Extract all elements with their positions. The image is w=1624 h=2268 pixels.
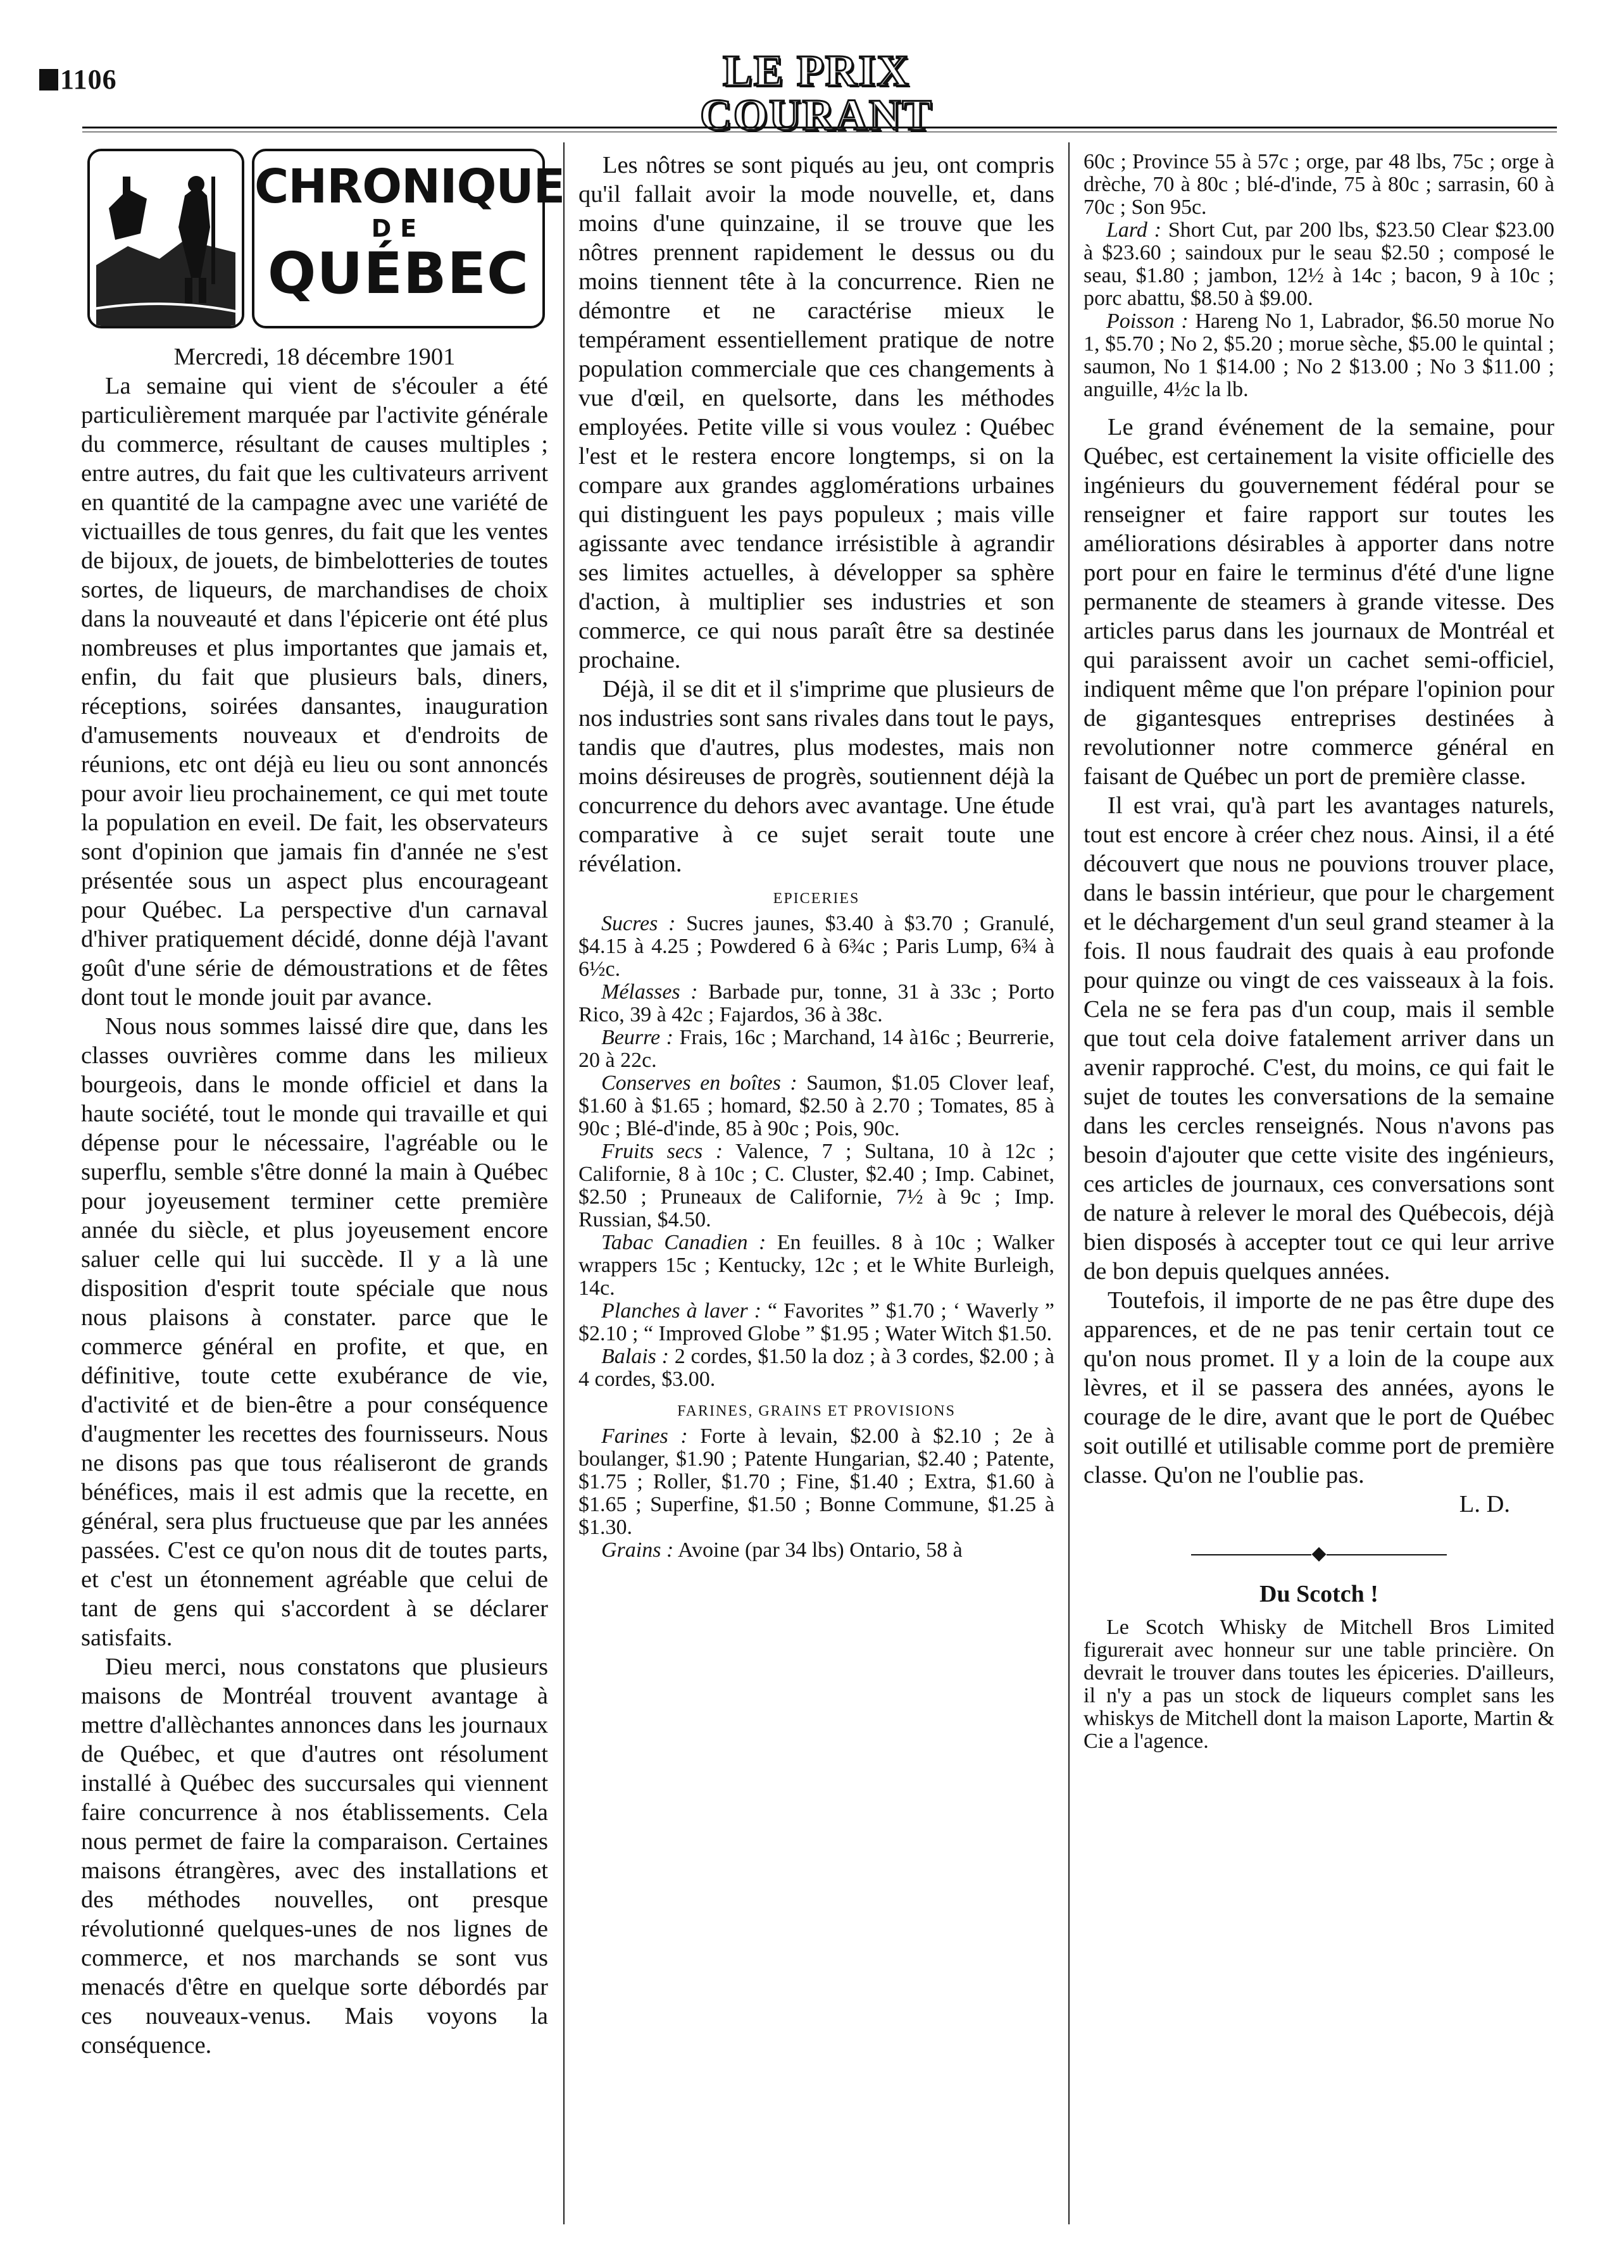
price-item-label: Beurre :	[601, 1026, 673, 1049]
header-rule	[82, 127, 1557, 132]
price-item-label: Balais :	[601, 1345, 669, 1368]
column-1	[81, 142, 565, 2060]
price-list-provisions	[1084, 151, 1554, 401]
price-item-label: Planches à laver :	[601, 1299, 761, 1323]
price-item-label: Sucres :	[601, 912, 676, 935]
scotch-paragraph: Le Scotch Whisky de Mitchell Bros Limited figurerait avec honneur sur une table princière. On devrait le trouver dans toutes les épiceries. D'ailleurs, il n'y a pas un stock de liqueurs complet sans les whiskys de Mitchell dont la maison Laporte, Martin & Cie a l'agence.	[1084, 1616, 1554, 1753]
article-paragraph: Il est vrai, qu'à part les avantages naturels, tout est encore à créer chez nous. Ainsi, il a été découvert que nous ne pouvions trouver place, dans le bassin intérieur, que pour le chargement et le déchargement d'un seul grand steamer à la fois. Il nous faudrait des quais à eau profonde pour quinze ou vingt de ces vaisseaux à la fois. Cela ne se fera pas d'un coup, mais il semble que tout cela doive fatalement arriver dans un avenir rapproché. C'est, du moins, ce qui fait le sujet de toutes les conversations de la semaine dans les cercles renseignés. Nous n'avons pas besoin d'ajouter que cette visite des ingénieurs, ces articles de journaux, ces conversations sont de nature à relever le moral des Québecois, déjà bien disposés à accepter tout ce qui leur arrive de bon depuis quelques années.	[1084, 792, 1554, 1285]
article-paragraph: Le grand événement de la semaine, pour Québec, est certainement la visite officielle des ingénieurs du gouvernement fédéral pour se renseigner et faire rapport sur toutes les améliorations désirables à apporter dans notre port pour en faire le terminus d'été d'une ligne permanente de steamers à grande vitesse. Des articles parus dans les journaux de Montréal et qui paraissent avoir un cachet semi-officiel, indiquent même que l'on prépare l'opinion pour de gigantesques entreprises destinées à revolutionner notre commerce général en faisant de Québec un port de première classe.	[1084, 414, 1554, 790]
price-item-text: Barbade pur, tonne, 31 à 33c ; Porto Rico, 39 à 42c ; Fajardos, 36 à 38c.	[578, 980, 1055, 1026]
price-item-label: Farines :	[601, 1424, 688, 1448]
article-paragraph: Dieu merci, nous constatons que plusieurs maisons de Montréal trouvent avantage à mettre d'allèchantes annonces dans les journaux de Québec, et que d'autres ont résolument installé à Québec des succursales qui viennent faire concurrence à nos établissements. Cela nous permet de faire la comparaison. Certaines maisons étrangères, avec des installations et des méthodes nouvelles, ont presque révolutionné quelques-unes de nos lignes de commerce, et nos marchands se sont vus menacés d'être en quelque sorte débordés par ces nouveaux-venus. Mais voyons la conséquence.	[81, 1654, 548, 2059]
price-item-text: Short Cut, par 200 lbs, $23.50 Clear $23.00 à $23.60 ; saindoux pur le seau $2.50 ; composé le seau, $1.80 ; jambon, 12½ à 14c ; bacon, 9 à 10c ; porc abattu, $8.50 à $9.00.	[1084, 218, 1554, 310]
signature: L. D.	[1459, 1491, 1510, 1517]
price-item-text: Avoine (par 34 lbs) Ontario, 58 à	[677, 1538, 963, 1562]
article-paragraph: Nous nous sommes laissé dire que, dans les classes ouvrières comme dans les milieux bourgeois, dans le monde officiel et dans la haute société, tout le monde qui travaille et qui dépense pour le nécessaire, l'agréable ou le superflu, semble s'être donné la main à Québec pour joyeusement terminer cette première année du siècle, et plus joyeusement encore saluer celle qui lui succède. Il y a là une disposition d'esprit toute spéciale que nous nous plaisons à constater. parce que le commerce général en profite, et que, en définitive, toute cette exubérance de vie, d'activité et de bien-être a pour conséquence d'augmenter les recettes des fournisseurs. Nous ne disons pas que tous réaliseront de grands bénéfices, mais il est admis que la recette, en général, sera plus fructueuse que par les années passées. C'est ce qu'on nous dit de toutes parts, et c'est un étonnement agréable que celui de tant de gens qui s'accordent à se déclarer satisfaits.	[81, 1013, 548, 1651]
price-item	[578, 913, 1054, 981]
price-item	[578, 1345, 1054, 1391]
price-item-text: En feuilles. 8 à 10c ; Walker wrappers 15c ; Kentucky, 12c ; et le White Burleigh, 14c.	[578, 1231, 1054, 1300]
price-item-label: Poisson :	[1106, 309, 1189, 333]
price-item-label: Conserves en boîtes :	[601, 1071, 797, 1095]
article-paragraph: Les nôtres se sont piqués au jeu, ont compris qu'il fallait avoir la mode nouvelle, et, dans moins d'une quinzaine, il se trouve que les nôtres prennent rapidement le dessus ou du moins tiennent tête à la concurrence. Rien ne démontre et ne caractérise mieux le tempérament essentiellement pratique de notre population commerciale que ces changements à vue d'œil, en quelsorte, dans les méthodes employées. Petite ville si vous voulez : Québec l'est et le restera encore longtemps, si on la compare aux grandes agglomérations urbaines qui distinguent les pays populeux ; mais ville agissante avec tendance irrésistible à agrandir ses limites actuelles, à développer sa sphère d'action, à multiplier ses industries et son commerce, ce qui nous paraît être sa destinée prochaine.	[578, 152, 1054, 673]
price-item	[578, 1425, 1054, 1539]
price-item-text: Valence, 7 ; Sultana, 10 à 12c ; Californie, 8 à 10c ; C. Cluster, $2.40 ; Imp. Cabinet, $2.50 ; Pruneaux de Californie, 7½ à 9c ; Imp. Russian, $4.50.	[578, 1140, 1055, 1231]
price-item	[1084, 219, 1554, 310]
column-2	[578, 151, 1054, 1562]
article-date: Mercredi, 18 décembre 1901	[173, 344, 456, 370]
price-item-text: “ Favorites ” $1.70 ; ‘ Waverly ” $2.10 ; “ Improved Globe ” $1.95 ; Water Witch $1.50.	[578, 1299, 1054, 1345]
price-item-label: Grains :	[601, 1538, 674, 1562]
article-paragraph: Déjà, il se dit et il s'imprime que plusieurs de nos industries sont sans rivales dans tout le pays, tandis que d'autres, plus modestes, mais non moins désireuses de progrès, soutiennent déjà la concurrence du dehors avec avantage. Une étude comparative à ce sujet serait toute une révélation.	[578, 676, 1054, 877]
price-item-label: Lard :	[1106, 218, 1162, 242]
price-item-label: Mélasses :	[601, 980, 698, 1004]
chronique-title: CHRONIQUE DE QUÉBEC	[252, 149, 545, 328]
column-divider	[1068, 142, 1070, 2224]
price-item-text: Saumon, $1.05 Clover leaf, $1.60 à $1.65 ; homard, $2.50 à 2.70 ; Tomates, 85 à 90c ; Blé-d'inde, 85 à 90c ; Pois, 90c.	[578, 1071, 1054, 1140]
column-3	[1084, 151, 1554, 1753]
price-item-text: Frais, 16c ; Marchand, 14 à16c ; Beurrerie, 20 à 22c.	[578, 1026, 1055, 1072]
price-item	[1084, 310, 1554, 401]
price-item-text: Sucres jaunes, $3.40 à $3.70 ; Granulé, $4.15 à 4.25 ; Powdered 6 à 6¾c ; Paris Lump, 6¾ à 6½c.	[578, 912, 1054, 981]
section-heading: FARINES, GRAINS ET PROVISIONS	[677, 1403, 956, 1419]
article-paragraph: Toutefois, il importe de ne pas être dupe des apparences, et de ne pas tenir certain tout ce qu'on nous promet. Il y a loin de la coupe aux lèvres, et il se passera des années, ayons le courage de le dire, avant que le port de Québec soit outillé et utilisable comme port de première classe. Qu'on ne l'oublie pas.	[1084, 1287, 1554, 1488]
price-item	[578, 1072, 1054, 1140]
page-number: 1106	[39, 63, 117, 96]
ornament-divider: ◆	[1084, 1544, 1554, 1563]
scotch-heading: Du Scotch !	[1259, 1581, 1378, 1607]
price-item	[578, 1026, 1054, 1072]
column-divider	[563, 142, 565, 2224]
price-item-text: 2 cordes, $1.50 la doz ; à 3 cordes, $2.00 ; à 4 cordes, $3.00.	[578, 1345, 1054, 1391]
price-item	[578, 1231, 1054, 1300]
sentinel-illustration	[87, 149, 244, 328]
price-item-label: Fruits secs :	[601, 1140, 723, 1163]
price-item	[578, 1300, 1054, 1345]
price-item	[578, 1140, 1054, 1231]
price-item-label: Tabac Canadien :	[601, 1231, 766, 1254]
chronique-emblem	[81, 142, 565, 332]
section-heading: EPICERIES	[773, 890, 860, 907]
price-item	[578, 1539, 1054, 1562]
article-paragraph: La semaine qui vient de s'écouler a été particulièrement marquée par l'activite générale du commerce, résultant de causes multiples ; entre autres, du fait que les cultivateurs arrivent en quantité de la campagne avec une variété de victuailles de tous genres, du fait que les ventes de bijoux, de jouets, de bimbelotteries de toutes sortes, de liqueurs, de marchandises de choix dans la nouveauté et dans l'épicerie ont été plus nombreuses et plus importantes que jamais et, enfin, du fait que plusieurs bals, diners, réceptions, soirées dansantes, inauguration d'amusements nouveaux et d'endroits de réunions, etc ont déjà eu lieu ou sont annoncés pour avoir lieu prochainement, ce qui met toute la population en eveil. De fait, les observateurs sont d'opinion que jamais fin d'année ne s'est présentée sous un aspect plus encourageant pour Québec. La perspective d'un carnaval d'hiver pratiquement décidé, donne déjà l'avant goût d'une série de démoustrations et de fêtes dont tout le monde jouit par avance.	[81, 373, 548, 1011]
price-item	[578, 981, 1054, 1026]
price-list-epiceries	[578, 887, 1054, 1562]
masthead-logo: LE PRIX COURANT	[700, 47, 933, 140]
price-item-continued: 60c ; Province 55 à 57c ; orge, par 48 lbs, 75c ; orge à drèche, 70 à 80c ; blé-d'inde, 75 à 80c ; sarrasin, 60 à 70c ; Son 95c.	[1084, 150, 1554, 219]
price-item-text: Hareng No 1, Labrador, $6.50 morue No 1, $5.70 ; No 2, $5.20 ; morue sèche, $5.00 le quintal ; saumon, No 1 $14.00 ; No 2 $13.00 ; No 3 $11.00 ; anguille, 4½c la lb.	[1084, 309, 1554, 401]
price-item-text: Forte à levain, $2.00 à $2.10 ; 2e à boulanger, $1.90 ; Patente Hungarian, $2.40 ; Patente, $1.75 ; Roller, $1.70 ; Fine, $1.40 ; Extra, $1.60 à $1.65 ; Superfine, $1.50 ; Bonne Commune, $1.25 à $1.30.	[578, 1424, 1055, 1539]
